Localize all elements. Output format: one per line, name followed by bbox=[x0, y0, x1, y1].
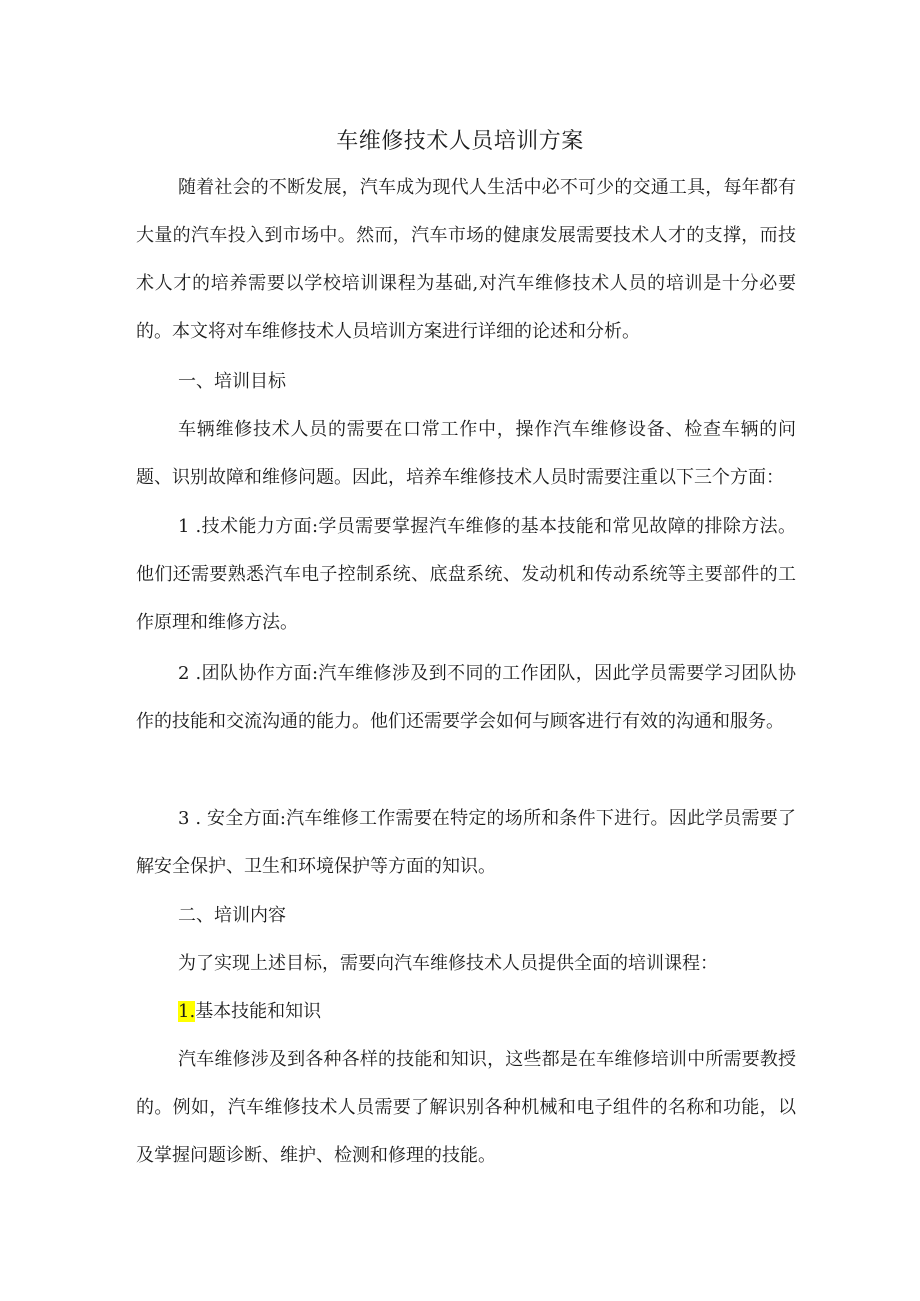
intro-paragraph: 随着社会的不断发展，汽车成为现代人生活中必不可少的交通工具，每年都有大量的汽车投入到市场中。然而，汽车市场的健康发展需要技术人才的支撑，而技术人才的培养需要以学校培训课程为基础,对汽车维修技术人员的培训是十分必要的。本文将对车维修技术人员培训方案进行详细的论述和分析。 bbox=[136, 177, 796, 342]
highlighted-number: 1. bbox=[178, 1001, 196, 1022]
goal-item-1: 1 .技术能力方面:学员需要掌握汽车维修的基本技能和常见故障的排除方法。他们还需要熟悉汽车电子控制系统、底盘系统、发动机和传动系统等主要部件的工作原理和维修方法。 bbox=[136, 516, 796, 633]
section-heading-content: 二、培训内容 bbox=[178, 905, 286, 926]
basic-skills-paragraph: 汽车维修涉及到各种各样的技能和知识，这些都是在车维修培训中所需要教授的。例如，汽车维修技术人员需要了解识别各种机械和电子组件的名称和功能，以及掌握问题诊断、维护、检测和修理的技能。 bbox=[136, 1049, 796, 1166]
section-heading-goals: 一、培训目标 bbox=[178, 371, 286, 392]
subheading-label: 基本技能和知识 bbox=[195, 1001, 322, 1022]
subheading-basic-skills bbox=[178, 988, 321, 1036]
goals-paragraph: 车辆维修技术人员的需要在口常工作中，操作汽车维修设备、检查车辆的问题、识别故障和维修问题。因此，培养车维修技术人员时需要注重以下三个方面： bbox=[136, 419, 796, 488]
content-paragraph: 为了实现上述目标，需要向汽车维修技术人员提供全面的培训课程： bbox=[178, 953, 718, 974]
goal-item-2: 2 .团队协作方面:汽车维修涉及到不同的工作团队，因此学员需要学习团队协作的技能和交流沟通的能力。他们还需要学会如何与顾客进行有效的沟通和服务。 bbox=[136, 663, 796, 732]
goal-item-3: 3 . 安全方面:汽车维修工作需要在特定的场所和条件下进行。因此学员需要了解安全保护、卫生和环境保护等方面的知识。 bbox=[136, 808, 796, 877]
document-title: 车维修技术人员培训方案 bbox=[336, 129, 584, 154]
